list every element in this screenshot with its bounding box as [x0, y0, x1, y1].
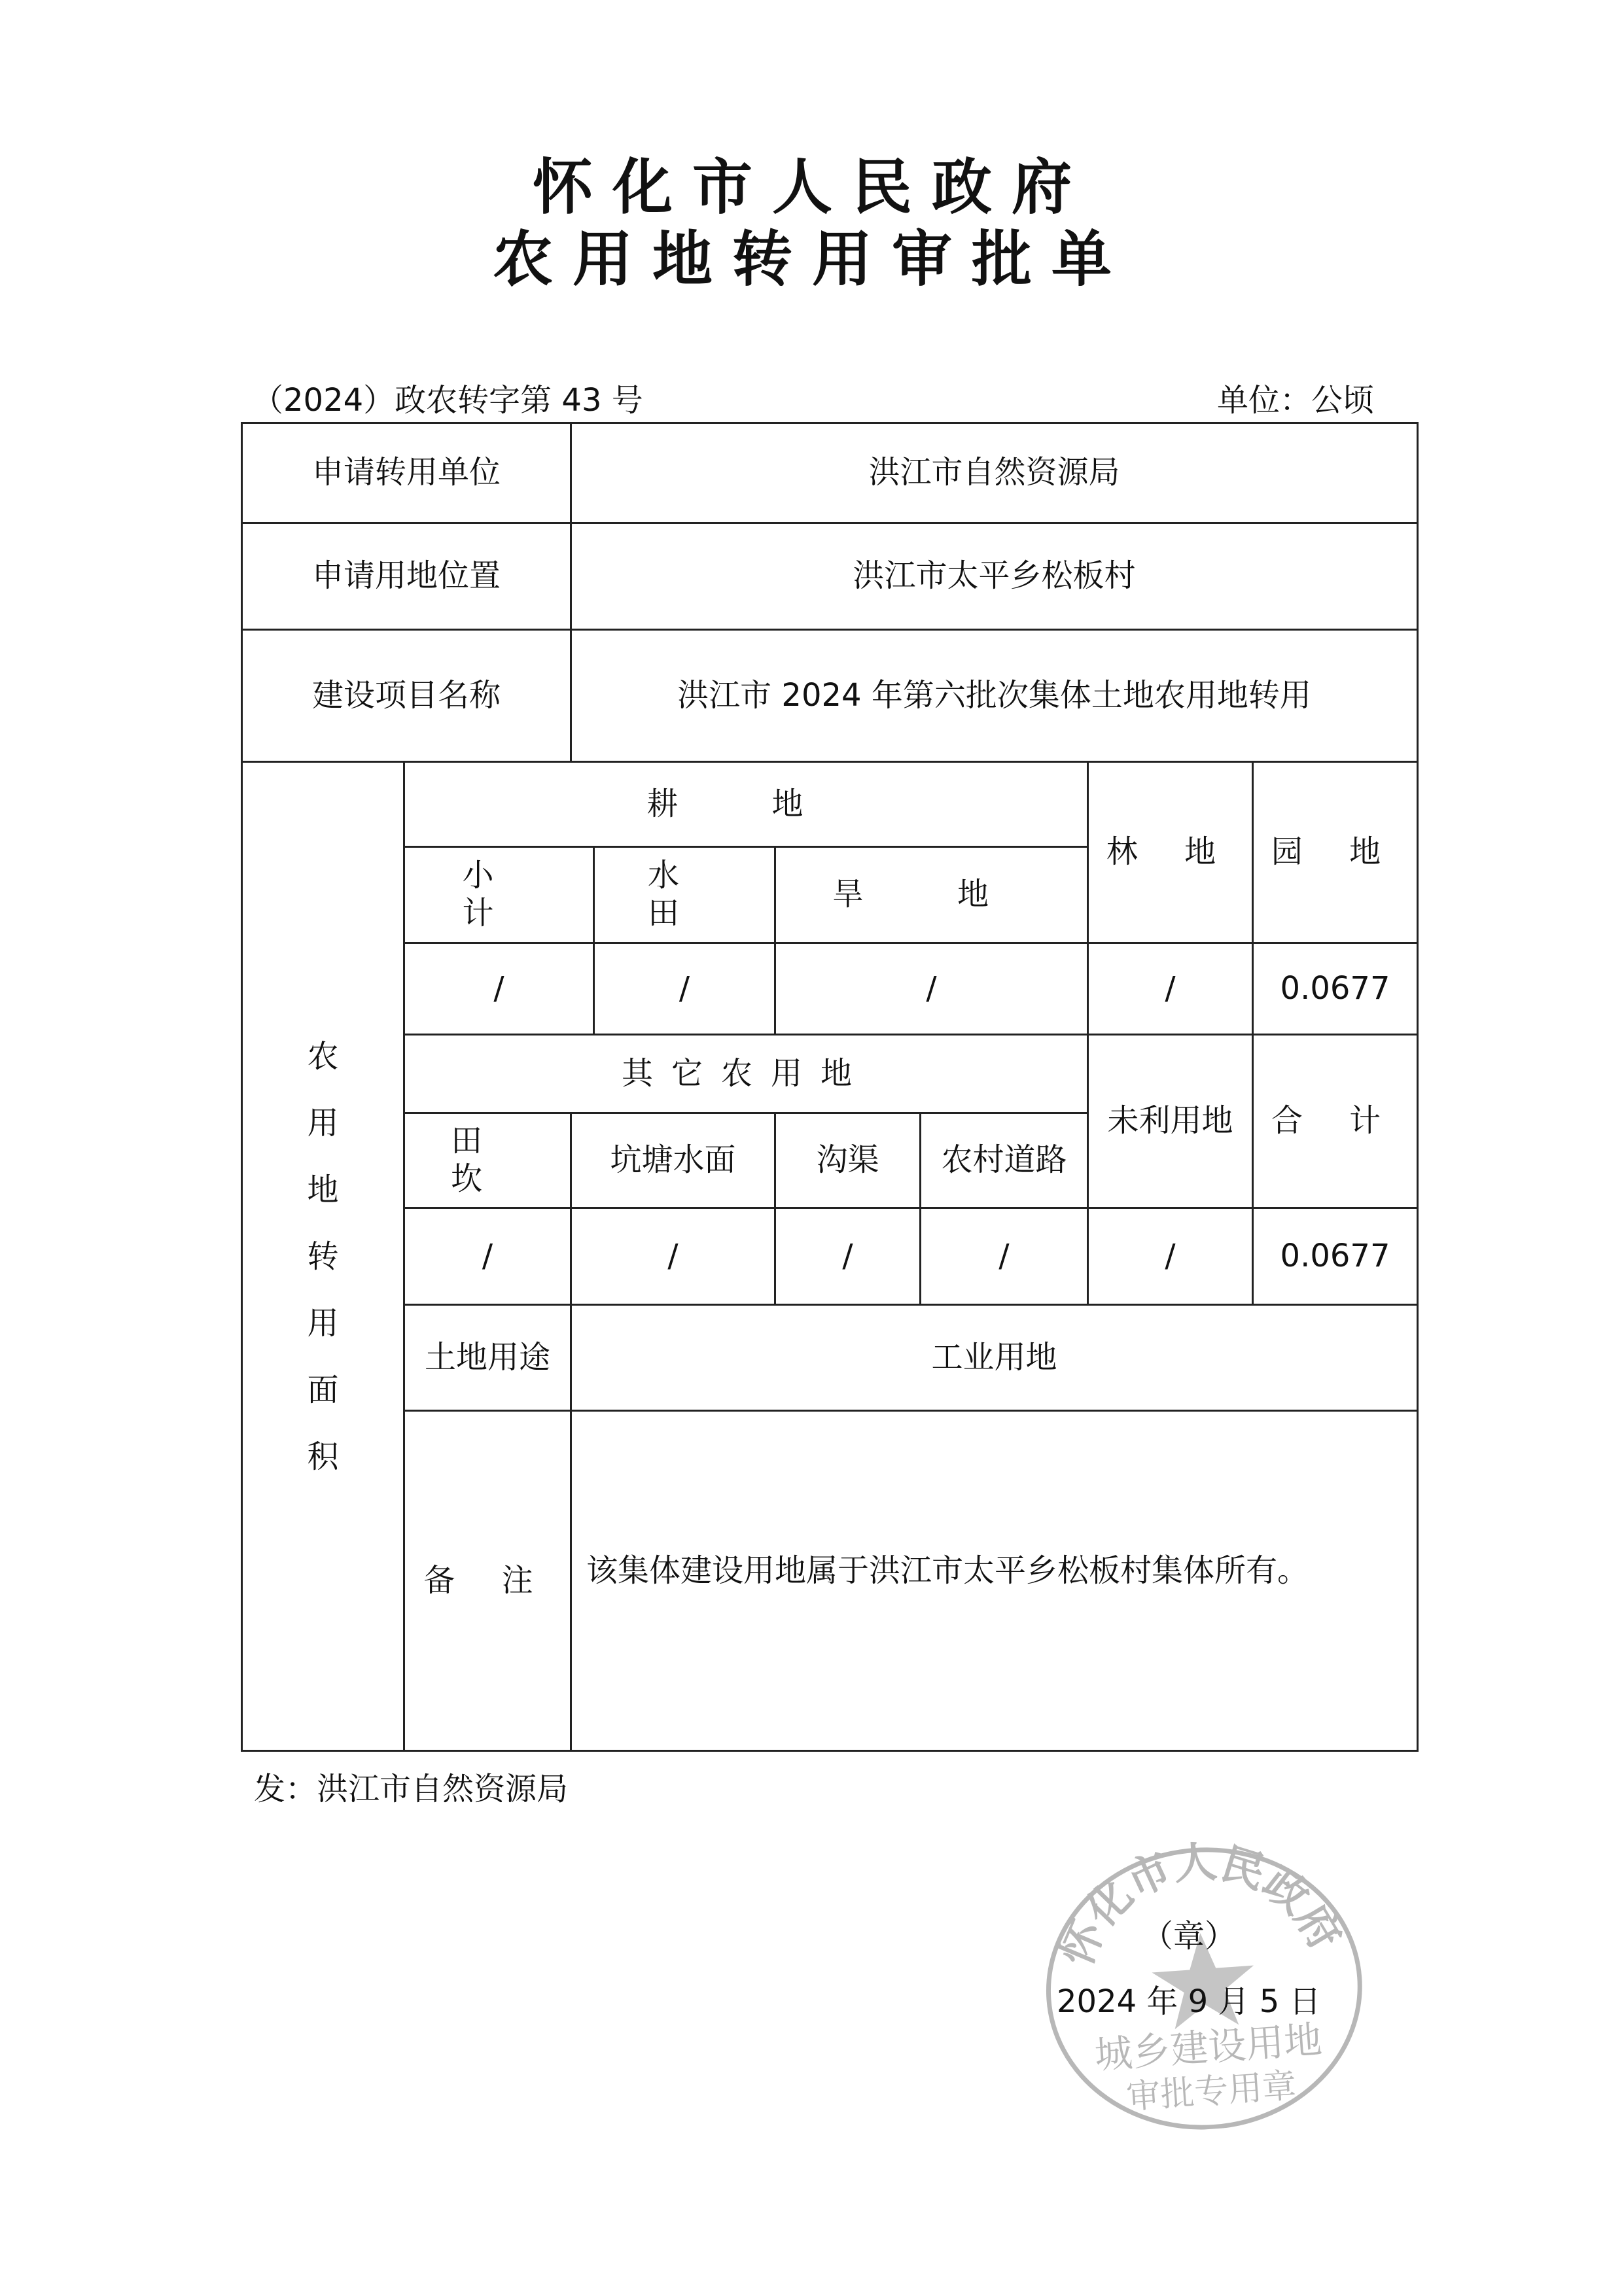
project-label: 建设项目名称: [242, 630, 571, 762]
project-row: [242, 630, 1418, 762]
total-header: 合 计: [1253, 1035, 1418, 1208]
approval-form-table: [241, 422, 1419, 1752]
applicant-row: [242, 423, 1418, 523]
location-value: 洪江市太平乡松板村: [571, 523, 1418, 630]
total-value: 0.0677: [1253, 1208, 1418, 1305]
rural-road-value: /: [921, 1208, 1088, 1305]
title-line-1: 怀化市人民政府: [532, 152, 1091, 222]
paddy-field-value: /: [594, 943, 775, 1035]
land-usage-label: 土地用途: [404, 1305, 571, 1411]
ditch-value: /: [775, 1208, 921, 1305]
document-number: （2024）政农转字第 43 号: [252, 382, 643, 419]
approval-date: 2024 年 9 月 5 日: [1057, 1983, 1321, 2020]
seal-line-2: 审批专用章: [1125, 2066, 1298, 2117]
pond-header: 坑塘水面: [571, 1113, 775, 1208]
pond-value: /: [571, 1208, 775, 1305]
unused-land-header: 未利用地: [1088, 1035, 1253, 1208]
applicant-value: 洪江市自然资源局: [571, 423, 1418, 523]
garden-land-header: 园 地: [1253, 762, 1418, 943]
cultivated-header-row: [242, 762, 1418, 847]
dry-land-header: 旱 地: [775, 847, 1088, 943]
remark-value: 该集体建设用地属于洪江市太平乡松板村集体所有。: [571, 1411, 1418, 1751]
unused-land-value: /: [1088, 1208, 1253, 1305]
unit-label: 单位：公顷: [1217, 382, 1375, 419]
rural-road-header: 农村道路: [921, 1113, 1088, 1208]
location-row: [242, 523, 1418, 630]
remark-label: 备 注: [404, 1411, 571, 1751]
seal-placeholder: （章）: [1142, 1918, 1237, 1955]
ditch-header: 沟渠: [775, 1113, 921, 1208]
remark-row: [242, 1411, 1418, 1751]
location-label: 申请用地位置: [242, 523, 571, 630]
other-header-row: [242, 1035, 1418, 1113]
subtotal-header: 小 计: [404, 847, 594, 943]
subtotal-value: /: [404, 943, 594, 1035]
forest-land-header: 林 地: [1088, 762, 1253, 943]
applicant-label: 申请转用单位: [242, 423, 571, 523]
forest-land-value: /: [1088, 943, 1253, 1035]
seal-arc-text: 怀化市人民政府: [1050, 1835, 1352, 1974]
cultivated-land-header: 耕 地: [404, 762, 1088, 847]
garden-land-value: 0.0677: [1253, 943, 1418, 1035]
issued-to: 发：洪江市自然资源局: [254, 1771, 569, 1807]
land-usage-value: 工业用地: [571, 1305, 1418, 1411]
other-values-row: [242, 1208, 1418, 1305]
title-line-2: 农用地转用审批单: [492, 224, 1131, 294]
other-agri-land-header: 其它农用地: [404, 1035, 1088, 1113]
seal-line-1: 城乡建设用地: [1093, 2017, 1324, 2078]
cultivated-values-row: [242, 943, 1418, 1035]
dry-land-value: /: [775, 943, 1088, 1035]
area-section-label: 农 用 地 转 用 面 积: [242, 762, 404, 1751]
usage-row: [242, 1305, 1418, 1411]
field-ridge-value: /: [404, 1208, 571, 1305]
paddy-field-header: 水 田: [594, 847, 775, 943]
project-value: 洪江市 2024 年第六批次集体土地农用地转用: [571, 630, 1418, 762]
field-ridge-header: 田 坎: [404, 1113, 571, 1208]
